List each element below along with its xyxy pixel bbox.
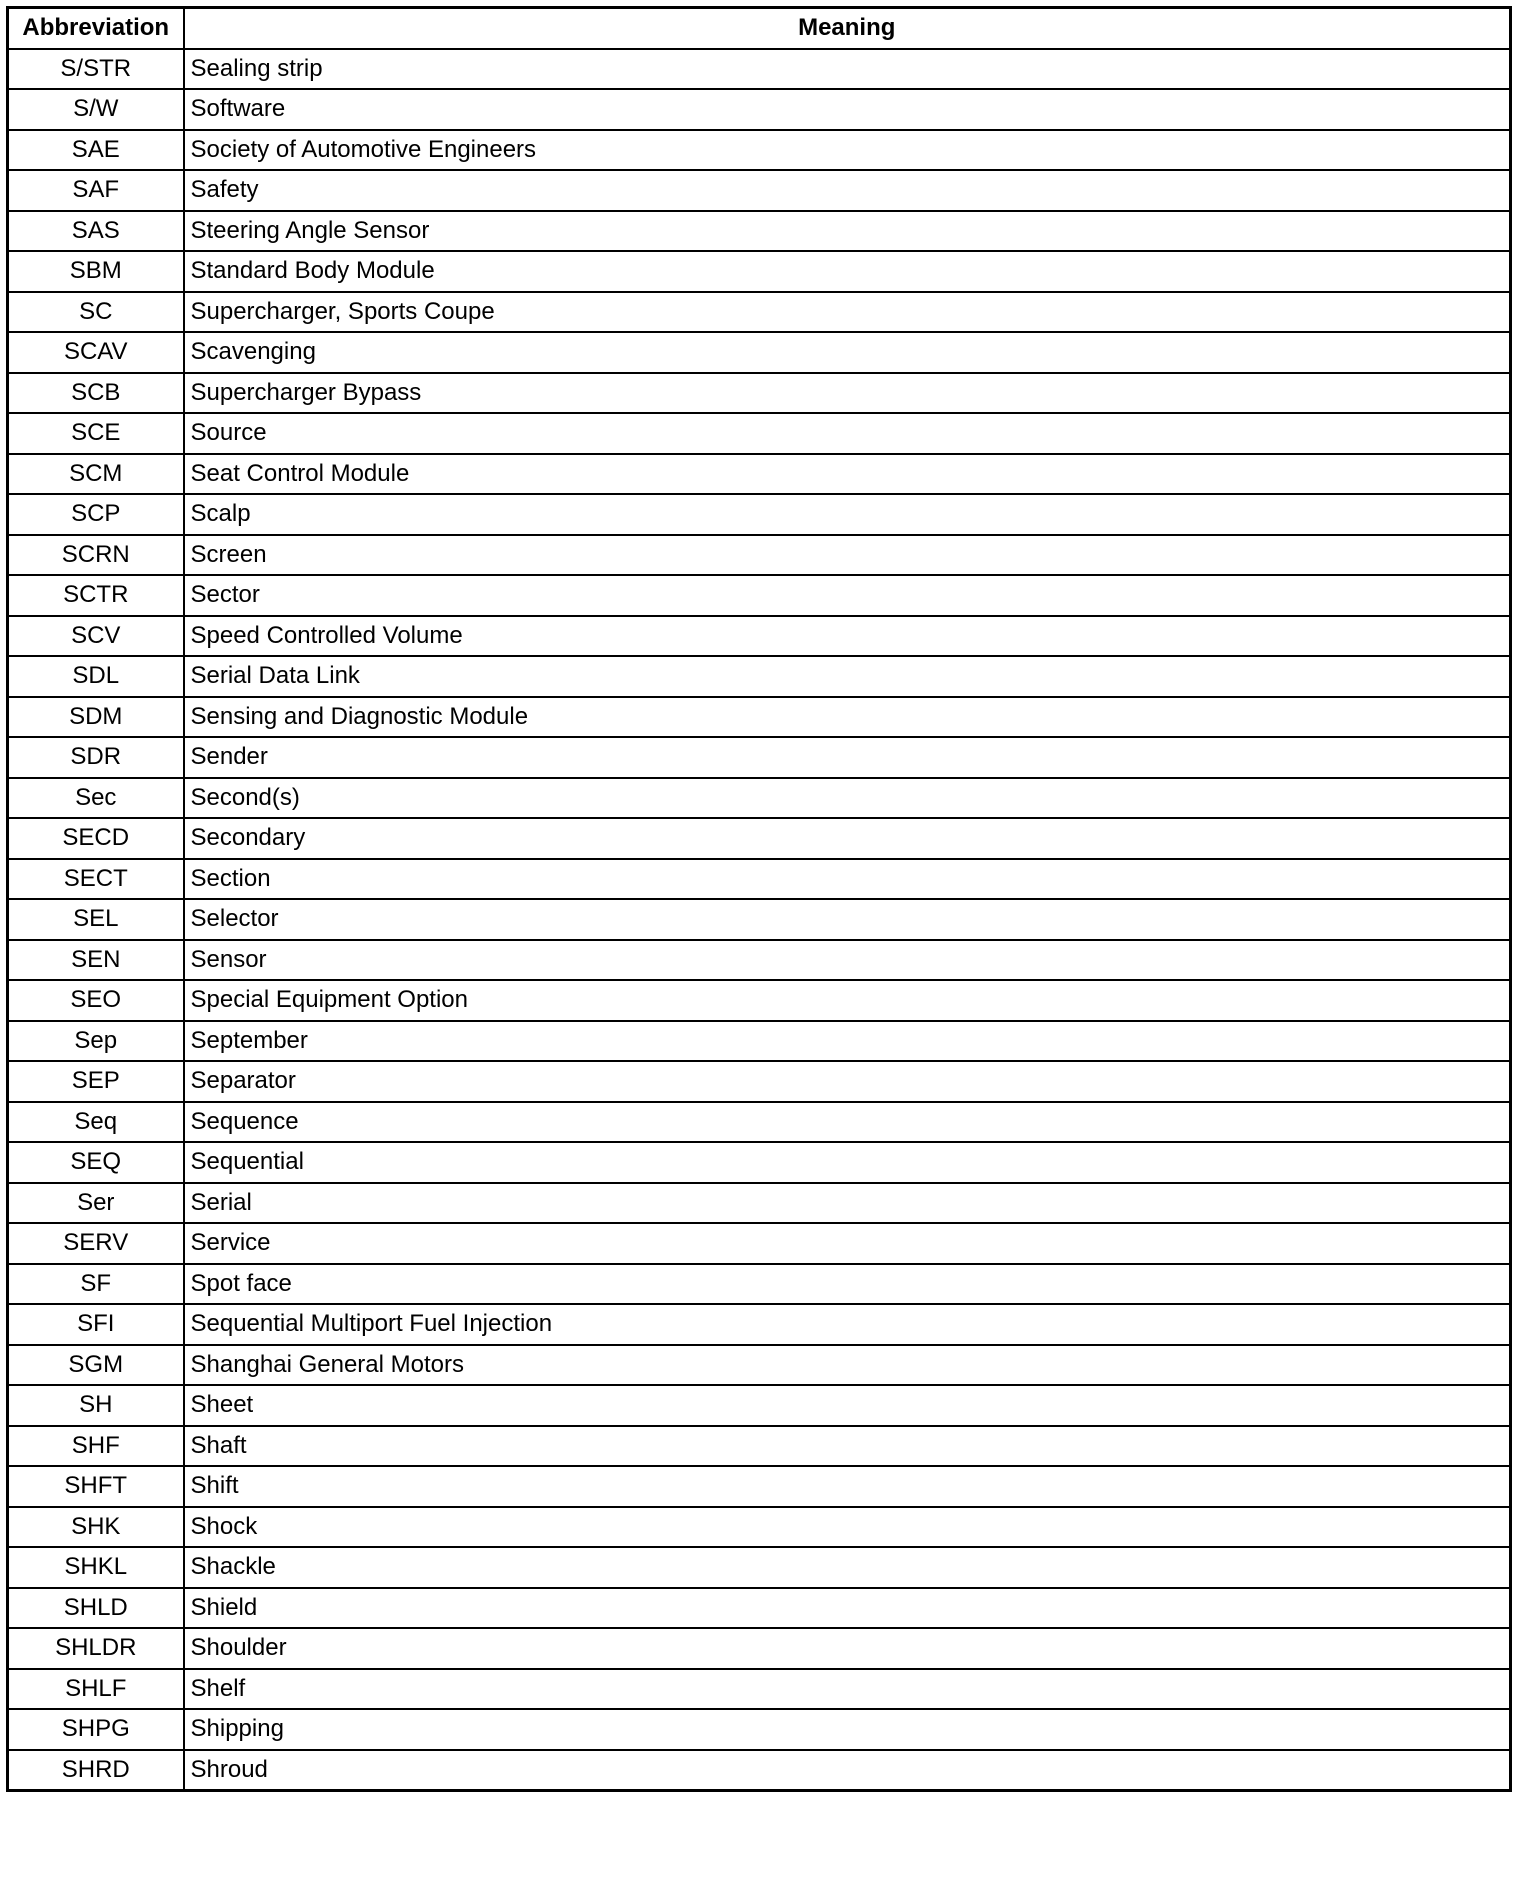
abbreviation-cell: SCTR — [8, 575, 184, 616]
abbreviation-cell: SDM — [8, 697, 184, 738]
table-row — [8, 899, 1511, 940]
abbreviation-cell: SDL — [8, 656, 184, 697]
abbreviation-table — [6, 6, 1512, 1792]
meaning-cell: Shroud — [184, 1750, 1511, 1791]
table-row — [8, 575, 1511, 616]
abbreviation-cell: SDR — [8, 737, 184, 778]
meaning-cell: Special Equipment Option — [184, 980, 1511, 1021]
abbreviation-cell: SECT — [8, 859, 184, 900]
abbreviation-cell: SCB — [8, 373, 184, 414]
abbreviation-cell: SEQ — [8, 1142, 184, 1183]
meaning-cell: Sequential Multiport Fuel Injection — [184, 1304, 1511, 1345]
meaning-cell: Supercharger, Sports Coupe — [184, 292, 1511, 333]
meaning-cell: Speed Controlled Volume — [184, 616, 1511, 657]
table-row — [8, 535, 1511, 576]
abbreviation-column-header: Abbreviation — [8, 8, 184, 49]
meaning-cell: Shift — [184, 1466, 1511, 1507]
abbreviation-cell: SEO — [8, 980, 184, 1021]
table-row — [8, 1183, 1511, 1224]
meaning-cell: Shock — [184, 1507, 1511, 1548]
table-row — [8, 251, 1511, 292]
abbreviation-cell: SEP — [8, 1061, 184, 1102]
abbreviation-cell: SCAV — [8, 332, 184, 373]
abbreviation-cell: SF — [8, 1264, 184, 1305]
abbreviation-cell: SEL — [8, 899, 184, 940]
table-row — [8, 1507, 1511, 1548]
table-row — [8, 818, 1511, 859]
table-row — [8, 170, 1511, 211]
table-row — [8, 1466, 1511, 1507]
table-row — [8, 89, 1511, 130]
abbreviation-cell: SEN — [8, 940, 184, 981]
table-header — [8, 8, 1511, 49]
abbreviation-cell: SBM — [8, 251, 184, 292]
meaning-cell: Secondary — [184, 818, 1511, 859]
abbreviation-cell: SCE — [8, 413, 184, 454]
meaning-cell: Society of Automotive Engineers — [184, 130, 1511, 171]
meaning-cell: Section — [184, 859, 1511, 900]
meaning-cell: Safety — [184, 170, 1511, 211]
table-row — [8, 656, 1511, 697]
table-row — [8, 494, 1511, 535]
meaning-cell: Shipping — [184, 1709, 1511, 1750]
table-row — [8, 1061, 1511, 1102]
table-row — [8, 737, 1511, 778]
abbreviation-cell: Ser — [8, 1183, 184, 1224]
meaning-cell: Scalp — [184, 494, 1511, 535]
meaning-cell: Scavenging — [184, 332, 1511, 373]
table-row — [8, 1588, 1511, 1629]
table-row — [8, 292, 1511, 333]
meaning-cell: September — [184, 1021, 1511, 1062]
abbreviation-cell: SCV — [8, 616, 184, 657]
meaning-cell: Supercharger Bypass — [184, 373, 1511, 414]
abbreviation-cell: SCP — [8, 494, 184, 535]
table-row — [8, 454, 1511, 495]
meaning-column-header: Meaning — [184, 8, 1511, 49]
header-row — [8, 8, 1511, 49]
abbreviation-cell: Seq — [8, 1102, 184, 1143]
table-row — [8, 1750, 1511, 1791]
abbreviation-cell: SHLF — [8, 1669, 184, 1710]
table-row — [8, 616, 1511, 657]
abbreviation-cell: SHLDR — [8, 1628, 184, 1669]
meaning-cell: Sensing and Diagnostic Module — [184, 697, 1511, 738]
meaning-cell: Sequence — [184, 1102, 1511, 1143]
table-row — [8, 980, 1511, 1021]
meaning-cell: Selector — [184, 899, 1511, 940]
meaning-cell: Serial Data Link — [184, 656, 1511, 697]
abbreviation-cell: SFI — [8, 1304, 184, 1345]
abbreviation-cell: SGM — [8, 1345, 184, 1386]
meaning-cell: Shoulder — [184, 1628, 1511, 1669]
table-row — [8, 1021, 1511, 1062]
table-row — [8, 1223, 1511, 1264]
meaning-cell: Source — [184, 413, 1511, 454]
table-row — [8, 778, 1511, 819]
abbreviation-cell: SAF — [8, 170, 184, 211]
table-row — [8, 1264, 1511, 1305]
table-row — [8, 211, 1511, 252]
table-row — [8, 373, 1511, 414]
table-row — [8, 940, 1511, 981]
abbreviation-cell: Sep — [8, 1021, 184, 1062]
table-row — [8, 1426, 1511, 1467]
table-row — [8, 1142, 1511, 1183]
abbreviation-cell: SHKL — [8, 1547, 184, 1588]
meaning-cell: Shanghai General Motors — [184, 1345, 1511, 1386]
abbreviation-cell: SC — [8, 292, 184, 333]
abbreviation-cell: SAE — [8, 130, 184, 171]
table-row — [8, 1628, 1511, 1669]
abbreviation-cell: SAS — [8, 211, 184, 252]
table-row — [8, 1345, 1511, 1386]
meaning-cell: Shelf — [184, 1669, 1511, 1710]
abbreviation-cell: SHPG — [8, 1709, 184, 1750]
meaning-cell: Seat Control Module — [184, 454, 1511, 495]
abbreviation-cell: SHRD — [8, 1750, 184, 1791]
table-row — [8, 1304, 1511, 1345]
table-row — [8, 49, 1511, 90]
meaning-cell: Steering Angle Sensor — [184, 211, 1511, 252]
table-row — [8, 859, 1511, 900]
meaning-cell: Service — [184, 1223, 1511, 1264]
table-row — [8, 413, 1511, 454]
meaning-cell: Shackle — [184, 1547, 1511, 1588]
meaning-cell: Serial — [184, 1183, 1511, 1224]
meaning-cell: Separator — [184, 1061, 1511, 1102]
meaning-cell: Sender — [184, 737, 1511, 778]
table-row — [8, 697, 1511, 738]
abbreviation-cell: SHF — [8, 1426, 184, 1467]
table-row — [8, 1669, 1511, 1710]
meaning-cell: Shaft — [184, 1426, 1511, 1467]
abbreviation-cell: SECD — [8, 818, 184, 859]
abbreviation-cell: SCRN — [8, 535, 184, 576]
meaning-cell: Spot face — [184, 1264, 1511, 1305]
table-row — [8, 1709, 1511, 1750]
table-row — [8, 332, 1511, 373]
meaning-cell: Second(s) — [184, 778, 1511, 819]
abbreviation-cell: SERV — [8, 1223, 184, 1264]
table-row — [8, 1385, 1511, 1426]
table-row — [8, 1547, 1511, 1588]
meaning-cell: Software — [184, 89, 1511, 130]
table-body — [8, 49, 1511, 1791]
meaning-cell: Sector — [184, 575, 1511, 616]
meaning-cell: Screen — [184, 535, 1511, 576]
meaning-cell: Shield — [184, 1588, 1511, 1629]
abbreviation-cell: SHLD — [8, 1588, 184, 1629]
abbreviation-cell: Sec — [8, 778, 184, 819]
table-row — [8, 130, 1511, 171]
meaning-cell: Standard Body Module — [184, 251, 1511, 292]
abbreviation-cell: SHK — [8, 1507, 184, 1548]
table-row — [8, 1102, 1511, 1143]
abbreviation-cell: S/STR — [8, 49, 184, 90]
meaning-cell: Sensor — [184, 940, 1511, 981]
meaning-cell: Sheet — [184, 1385, 1511, 1426]
abbreviation-cell: SHFT — [8, 1466, 184, 1507]
meaning-cell: Sealing strip — [184, 49, 1511, 90]
abbreviation-cell: SH — [8, 1385, 184, 1426]
abbreviation-cell: S/W — [8, 89, 184, 130]
abbreviation-cell: SCM — [8, 454, 184, 495]
meaning-cell: Sequential — [184, 1142, 1511, 1183]
